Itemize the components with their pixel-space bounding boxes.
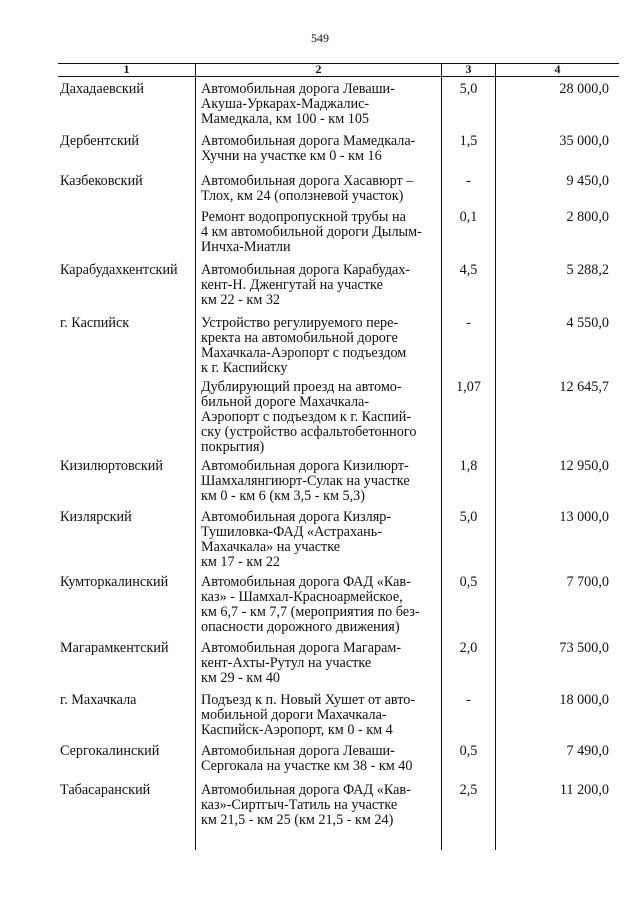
description-cell: Автомобильная дорога Кизляр- Тушиловка-ФАД «Астрахань- Махачкала» на участке км 17 - км 22 (201, 509, 392, 570)
district-cell: Табасаранский (60, 782, 151, 798)
length-cell: 0,1 (459, 209, 478, 225)
district-cell: Сергокалинский (60, 743, 160, 759)
amount-cell: 7 700,0 (566, 574, 609, 590)
length-cell: 5,0 (459, 509, 478, 525)
amount-cell: 2 800,0 (566, 209, 609, 225)
amount-cell: 5 288,2 (566, 262, 609, 278)
length-cell: - (466, 692, 471, 708)
district-cell: Магарамкентский (60, 640, 169, 656)
amount-cell: 11 200,0 (559, 782, 609, 798)
district-cell: Кумторкалинский (60, 574, 169, 590)
description-cell: Автомобильная дорога Мамедкала- Хучни на участке км 0 - км 16 (201, 133, 416, 164)
length-cell: 5,0 (459, 81, 478, 97)
header-col-4: 4 (554, 62, 561, 76)
district-cell: Дахадаевский (60, 81, 144, 97)
district-cell: Кизлярский (60, 509, 132, 525)
description-cell: Автомобильная дорога Леваши- Акуша-Уркарах-Маджалис- Мамедкала, км 100 - км 105 (201, 81, 395, 127)
district-cell: г. Махачкала (60, 692, 137, 708)
length-cell: 0,5 (459, 574, 478, 590)
description-cell: Ремонт водопропускной трубы на 4 км автомобильной дороги Дылым- Инчха-Миатли (201, 209, 422, 255)
description-cell: Автомобильная дорога Кизилюрт- Шамхалянгиюрт-Сулак на участке км 0 - км 6 (км 3,5 - км 5,3) (201, 458, 410, 504)
description-cell: Подъезд к п. Новый Хушет от авто- мобильной дороги Махачкала- Каспийск-Аэропорт, км 0 - км 4 (201, 692, 416, 738)
amount-cell: 12 950,0 (559, 458, 609, 474)
district-cell: Карабудахкентский (60, 262, 178, 278)
description-cell: Автомобильная дорога Магарам- кент-Ахты-Рутул на участке км 29 - км 40 (201, 640, 402, 686)
district-cell: Дербентский (60, 133, 139, 149)
length-cell: 1,8 (459, 458, 478, 474)
description-cell: Устройство регулируемого пере- кректа на автомобильной дороге Махачкала-Аэропорт с подъездом к г. Каспийску (201, 315, 407, 376)
description-cell: Автомобильная дорога Карабудах- кент-Н. Дженгутай на участке км 22 - км 32 (201, 262, 411, 308)
district-cell: г. Каспийск (60, 315, 130, 331)
length-cell: 1,07 (456, 379, 481, 395)
description-cell: Автомобильная дорога ФАД «Кав- каз» - Шамхал-Красноармейское, км 6,7 - км 7,7 (мероприятия по без- опасности дорожного движения) (201, 574, 420, 635)
length-cell: - (466, 315, 471, 331)
length-cell: 2,5 (459, 782, 478, 798)
page-number: 549 (311, 31, 329, 45)
length-cell: 4,5 (459, 262, 478, 278)
length-cell: 2,0 (459, 640, 478, 656)
description-cell: Автомобильная дорога Леваши- Сергокала на участке км 38 - км 40 (201, 743, 413, 774)
amount-cell: 35 000,0 (559, 133, 609, 149)
amount-cell: 7 490,0 (566, 743, 609, 759)
amount-cell: 73 500,0 (559, 640, 609, 656)
amount-cell: 18 000,0 (559, 692, 609, 708)
amount-cell: 4 550,0 (566, 315, 609, 331)
header-col-3: 3 (465, 62, 472, 76)
roads-table (58, 63, 619, 850)
header-col-2: 2 (315, 62, 322, 76)
column-divider-1 (195, 63, 196, 850)
amount-cell: 12 645,7 (559, 379, 609, 395)
length-cell: - (466, 173, 471, 189)
district-cell: Казбековский (60, 173, 143, 189)
length-cell: 0,5 (459, 743, 478, 759)
description-cell: Дублирующий проезд на автомо- бильной дороге Махачкала- Аэропорт с подъездом к г. Каспий- ску (устройство асфальтобетонного покрытия) (201, 379, 417, 455)
length-cell: 1,5 (459, 133, 478, 149)
description-cell: Автомобильная дорога Хасавюрт – Тлох, км 24 (оползневой участок) (201, 173, 414, 204)
amount-cell: 28 000,0 (559, 81, 609, 97)
amount-cell: 9 450,0 (566, 173, 609, 189)
district-cell: Кизилюртовский (60, 458, 163, 474)
amount-cell: 13 000,0 (559, 509, 609, 525)
header-bottom-rule (58, 76, 619, 77)
header-col-1: 1 (123, 62, 130, 76)
description-cell: Автомобильная дорога ФАД «Кав- каз»-Сиртгыч-Татиль на участке км 21,5 - км 25 (км 21,5 - км 24) (201, 782, 411, 828)
